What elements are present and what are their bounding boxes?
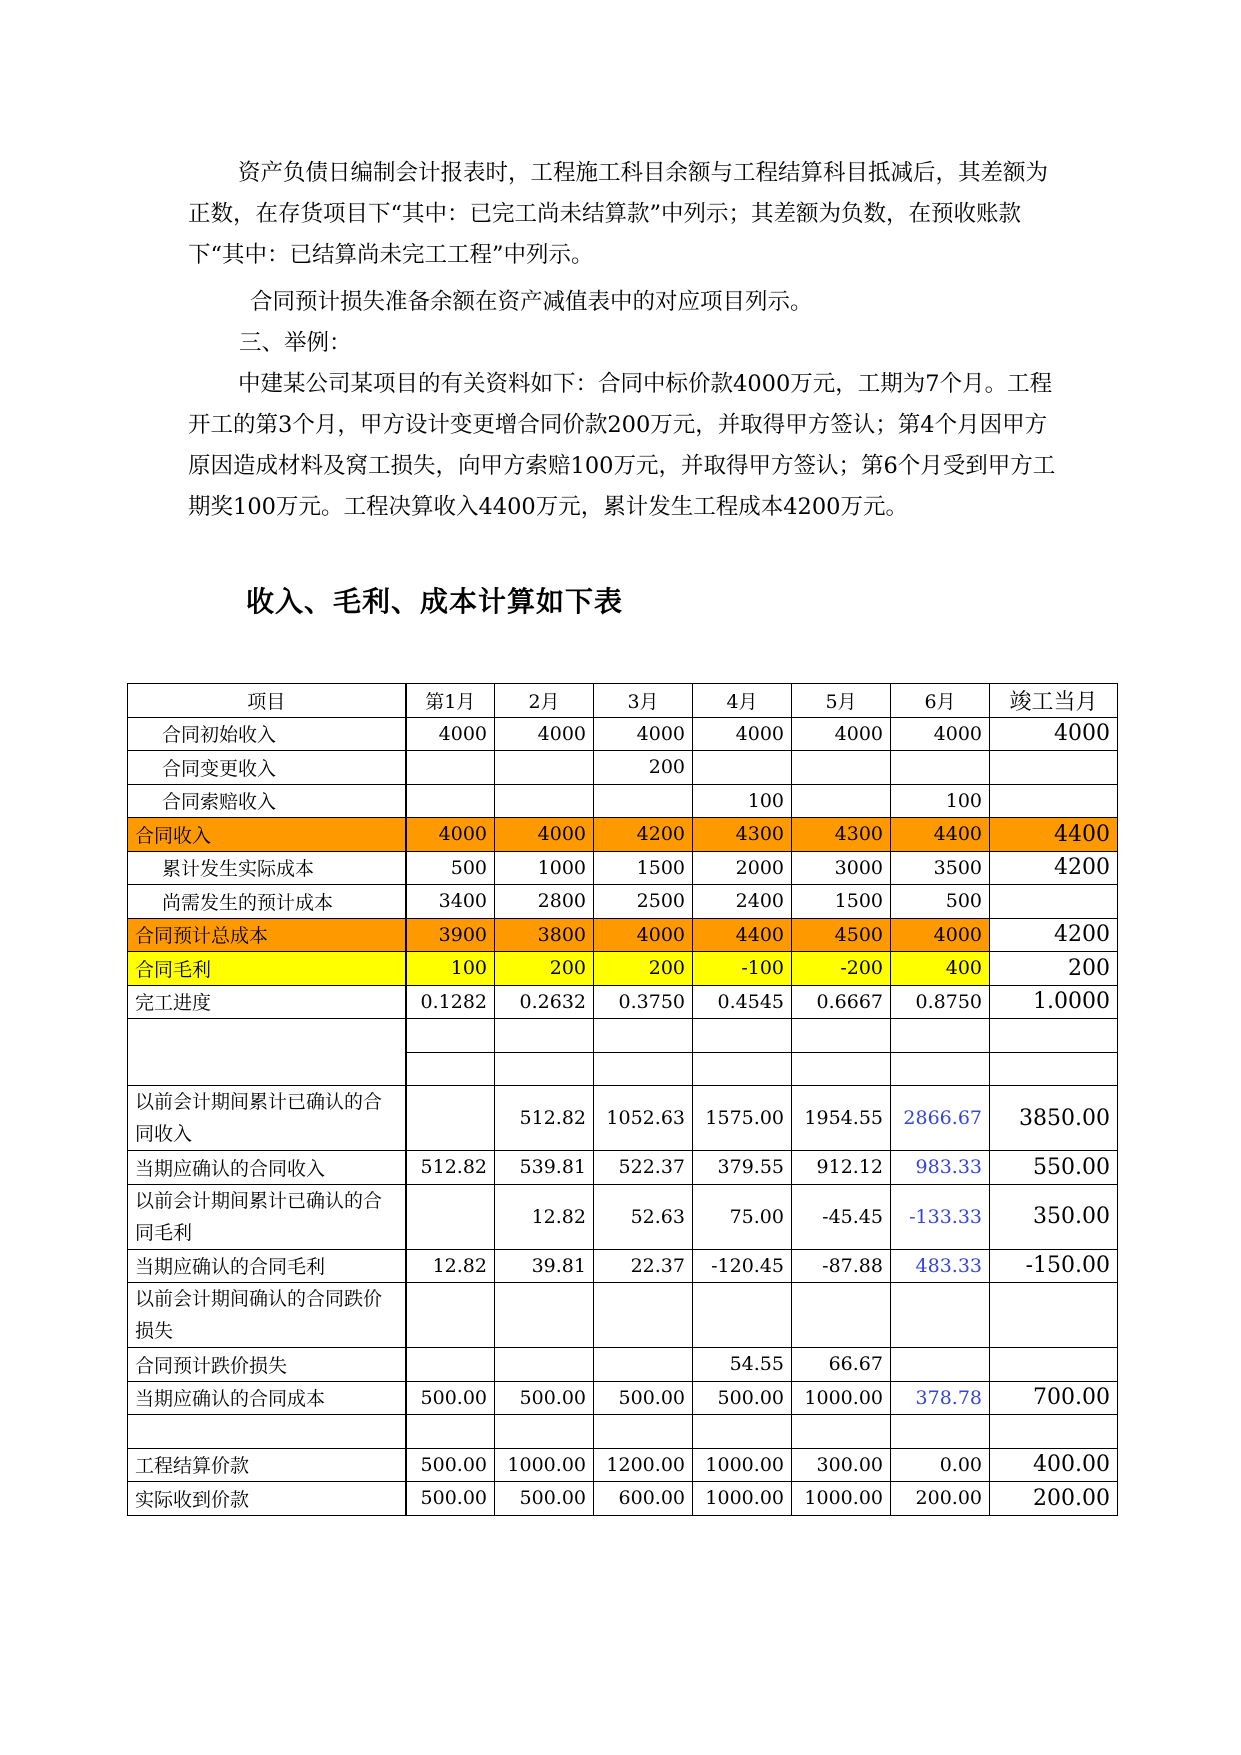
table-row (128, 885, 1118, 919)
empty-cell (495, 1019, 594, 1053)
table-cell: 200.00 (990, 1482, 1118, 1516)
table-cell: 4000 (406, 717, 495, 751)
table-cell: 3900 (406, 918, 495, 952)
table-cell: 350.00 (990, 1184, 1118, 1249)
table-cell: 500.00 (406, 1482, 495, 1516)
table-row-empty (128, 1019, 1118, 1053)
empty-cell (792, 1415, 891, 1449)
table-cell: 66.67 (792, 1348, 891, 1382)
table-cell: 4500 (792, 918, 891, 952)
row-label: 合同预计总成本 (128, 918, 406, 952)
table-title: 收入、毛利、成本计算如下表 (246, 585, 624, 618)
empty-cell (990, 1415, 1118, 1449)
table-cell: 100 (406, 952, 495, 986)
table-cell: 700.00 (990, 1381, 1118, 1415)
header-cell: 6月 (891, 684, 990, 718)
empty-cell (594, 1052, 693, 1086)
table-cell: 500.00 (495, 1381, 594, 1415)
table-cell: -100 (693, 952, 792, 986)
table-cell: 500.00 (495, 1482, 594, 1516)
row-label: 当期应确认的合同收入 (128, 1151, 406, 1185)
table-cell (495, 784, 594, 818)
table-cell: 2400 (693, 885, 792, 919)
empty-cell (792, 1019, 891, 1053)
table-cell: 512.82 (495, 1086, 594, 1151)
table-cell: 22.37 (594, 1249, 693, 1283)
table-cell: 500.00 (406, 1448, 495, 1482)
table-cell: 0.2632 (495, 985, 594, 1019)
table-row (128, 717, 1118, 751)
table-row (128, 1348, 1118, 1382)
table-cell: 3500 (891, 851, 990, 885)
empty-cell (128, 1019, 406, 1086)
empty-cell (594, 1019, 693, 1053)
row-label: 当期应确认的合同毛利 (128, 1249, 406, 1283)
table-cell: -87.88 (792, 1249, 891, 1283)
row-label: 完工进度 (128, 985, 406, 1019)
table-cell: 1575.00 (693, 1086, 792, 1151)
table-cell: 4000 (990, 717, 1118, 751)
table-cell (792, 1283, 891, 1348)
table-cell: 54.55 (693, 1348, 792, 1382)
table-cell: 500.00 (406, 1381, 495, 1415)
table-row (128, 851, 1118, 885)
table-cell: 1000 (495, 851, 594, 885)
table-row-highlight (128, 818, 1118, 852)
table-cell: 4400 (990, 818, 1118, 852)
calculation-table (127, 683, 1118, 1516)
table-cell: 0.00 (891, 1448, 990, 1482)
table-cell (495, 1283, 594, 1348)
table-cell: 1.0000 (990, 985, 1118, 1019)
header-cell: 5月 (792, 684, 891, 718)
table-cell: 0.4545 (693, 985, 792, 1019)
table-cell: 200 (495, 952, 594, 986)
table-row (128, 1381, 1118, 1415)
table-cell: -120.45 (693, 1249, 792, 1283)
empty-cell (495, 1415, 594, 1449)
table-cell: 39.81 (495, 1249, 594, 1283)
table-cell: -45.45 (792, 1184, 891, 1249)
table-cell: 4200 (594, 818, 693, 852)
empty-cell (693, 1052, 792, 1086)
header-cell: 第1月 (406, 684, 495, 718)
table-cell: 2866.67 (891, 1086, 990, 1151)
table-cell: 4000 (406, 818, 495, 852)
table-cell: 378.78 (891, 1381, 990, 1415)
table-cell: 1954.55 (792, 1086, 891, 1151)
table-row-highlight (128, 952, 1118, 986)
table-cell: 300.00 (792, 1448, 891, 1482)
row-label: 实际收到价款 (128, 1482, 406, 1516)
table-cell (792, 751, 891, 785)
table-cell: 2000 (693, 851, 792, 885)
table-row (128, 1184, 1118, 1249)
table-cell: 4000 (792, 717, 891, 751)
row-label: 以前会计期间累计已确认的合同收入 (128, 1086, 406, 1151)
table-cell: 4400 (891, 818, 990, 852)
table-cell: 4000 (891, 717, 990, 751)
row-label: 合同索赔收入 (128, 784, 406, 818)
empty-cell (891, 1415, 990, 1449)
row-label: 工程结算价款 (128, 1448, 406, 1482)
table-cell (594, 784, 693, 818)
table-cell (990, 1283, 1118, 1348)
header-cell: 2月 (495, 684, 594, 718)
table-cell (406, 1184, 495, 1249)
empty-cell (406, 1019, 495, 1053)
paragraph-4: 中建某公司某项目的有关资料如下：合同中标价款4000万元，工期为7个月。工程开工的第3个月，甲方设计变更增合同价款200万元，并取得甲方签认；第4个月因甲方原因造成材料及窝工损失，向甲方索赔100万元，并取得甲方签认；第6个月受到甲方工期奖100万元。工程决算收入4400万元，累计发生工程成本4200万元。 (188, 371, 1056, 520)
empty-cell (891, 1019, 990, 1053)
table-row-empty (128, 1415, 1118, 1449)
table-cell: 100 (891, 784, 990, 818)
header-cell: 项目 (128, 684, 406, 718)
table-cell: 3850.00 (990, 1086, 1118, 1151)
table-cell (990, 784, 1118, 818)
table-cell: 0.1282 (406, 985, 495, 1019)
table-cell: 1000.00 (693, 1482, 792, 1516)
table-cell: 200 (594, 952, 693, 986)
table-cell: 12.82 (495, 1184, 594, 1249)
table-row (128, 1249, 1118, 1283)
empty-cell (594, 1415, 693, 1449)
table-cell (891, 751, 990, 785)
table-cell: 4000 (594, 717, 693, 751)
table-row (128, 1482, 1118, 1516)
table-cell (594, 1283, 693, 1348)
table-cell: 3800 (495, 918, 594, 952)
empty-cell (406, 1052, 495, 1086)
paragraph-3: 三、举例： (239, 330, 352, 356)
table-cell: 0.3750 (594, 985, 693, 1019)
table-cell (594, 1348, 693, 1382)
table-cell: 1200.00 (594, 1448, 693, 1482)
table-cell: 4000 (891, 918, 990, 952)
empty-cell (495, 1052, 594, 1086)
empty-cell (891, 1052, 990, 1086)
row-label: 合同变更收入 (128, 751, 406, 785)
table-cell: 0.6667 (792, 985, 891, 1019)
row-label: 尚需发生的预计成本 (128, 885, 406, 919)
table-header-row (128, 684, 1118, 718)
table-cell (990, 1348, 1118, 1382)
table-cell: 539.81 (495, 1151, 594, 1185)
table-cell: 483.33 (891, 1249, 990, 1283)
table-cell: 983.33 (891, 1151, 990, 1185)
table-cell: 500.00 (594, 1381, 693, 1415)
table-cell: 500.00 (693, 1381, 792, 1415)
table-cell (406, 1348, 495, 1382)
row-label: 以前会计期间累计已确认的合同毛利 (128, 1184, 406, 1249)
header-cell: 4月 (693, 684, 792, 718)
table-cell: 1000.00 (495, 1448, 594, 1482)
row-label: 以前会计期间确认的合同跌价损失 (128, 1283, 406, 1348)
header-cell: 竣工当月 (990, 684, 1118, 718)
table-cell (792, 784, 891, 818)
row-label: 合同预计跌价损失 (128, 1348, 406, 1382)
table-row (128, 1448, 1118, 1482)
table-cell: 4300 (693, 818, 792, 852)
table-cell: 200 (594, 751, 693, 785)
table-cell (891, 1348, 990, 1382)
table-cell: 1500 (594, 851, 693, 885)
table-cell (693, 751, 792, 785)
table-cell (406, 751, 495, 785)
row-label: 合同收入 (128, 818, 406, 852)
empty-cell (128, 1415, 406, 1449)
table-cell: 52.63 (594, 1184, 693, 1249)
table-cell: 4000 (495, 818, 594, 852)
table-cell: 4300 (792, 818, 891, 852)
table-cell: 512.82 (406, 1151, 495, 1185)
table-cell (693, 1283, 792, 1348)
table-cell: 912.12 (792, 1151, 891, 1185)
table-row (128, 985, 1118, 1019)
paragraph-2: 合同预计损失准备余额在资产减值表中的对应项目列示。 (250, 289, 813, 315)
table-cell: 4000 (693, 717, 792, 751)
header-cell: 3月 (594, 684, 693, 718)
table-cell: 379.55 (693, 1151, 792, 1185)
table-cell: 0.8750 (891, 985, 990, 1019)
table-row (128, 1283, 1118, 1348)
table-cell: -200 (792, 952, 891, 986)
empty-cell (990, 1019, 1118, 1053)
table-cell: 400.00 (990, 1448, 1118, 1482)
empty-cell (990, 1052, 1118, 1086)
table-cell: 3000 (792, 851, 891, 885)
table-cell (406, 1086, 495, 1151)
table-cell: 1052.63 (594, 1086, 693, 1151)
row-label: 合同初始收入 (128, 717, 406, 751)
table-cell: 12.82 (406, 1249, 495, 1283)
table-cell: 3400 (406, 885, 495, 919)
table-cell (406, 1283, 495, 1348)
table-cell: 2500 (594, 885, 693, 919)
table-cell: 4000 (594, 918, 693, 952)
empty-cell (406, 1415, 495, 1449)
table-row-highlight (128, 918, 1118, 952)
table-cell: 2800 (495, 885, 594, 919)
table-cell: 522.37 (594, 1151, 693, 1185)
table-row (128, 1151, 1118, 1185)
table-cell: 4400 (693, 918, 792, 952)
table-cell: 1000.00 (792, 1482, 891, 1516)
table-cell: 200 (990, 952, 1118, 986)
table-cell: -133.33 (891, 1184, 990, 1249)
table-cell: 4000 (495, 717, 594, 751)
table-cell: 500 (406, 851, 495, 885)
table-row (128, 1086, 1118, 1151)
empty-cell (792, 1052, 891, 1086)
empty-cell (693, 1415, 792, 1449)
table-row (128, 784, 1118, 818)
table-cell (990, 751, 1118, 785)
table-cell: 1000.00 (792, 1381, 891, 1415)
table-cell: 500 (891, 885, 990, 919)
table-cell: 1000.00 (693, 1448, 792, 1482)
table-cell: 4200 (990, 851, 1118, 885)
table-row (128, 751, 1118, 785)
table-cell: 200.00 (891, 1482, 990, 1516)
paragraph-1: 资产负债日编制会计报表时，工程施工科目余额与工程结算科目抵减后，其差额为正数，在存货项目下“其中：已完工尚未结算款”中列示；其差额为负数，在预收账款下“其中：已结算尚未完工工程”中列示。 (188, 160, 1049, 268)
table-cell (891, 1283, 990, 1348)
table-cell (495, 1348, 594, 1382)
table-cell: 4200 (990, 918, 1118, 952)
table-cell: 550.00 (990, 1151, 1118, 1185)
row-label: 累计发生实际成本 (128, 851, 406, 885)
table-cell: 1500 (792, 885, 891, 919)
empty-cell (693, 1019, 792, 1053)
table-cell: 100 (693, 784, 792, 818)
table-cell (990, 885, 1118, 919)
table-cell: 75.00 (693, 1184, 792, 1249)
table-cell: -150.00 (990, 1249, 1118, 1283)
table-cell: 600.00 (594, 1482, 693, 1516)
table-cell (495, 751, 594, 785)
table-cell: 400 (891, 952, 990, 986)
row-label: 当期应确认的合同成本 (128, 1381, 406, 1415)
table-cell (406, 784, 495, 818)
row-label: 合同毛利 (128, 952, 406, 986)
